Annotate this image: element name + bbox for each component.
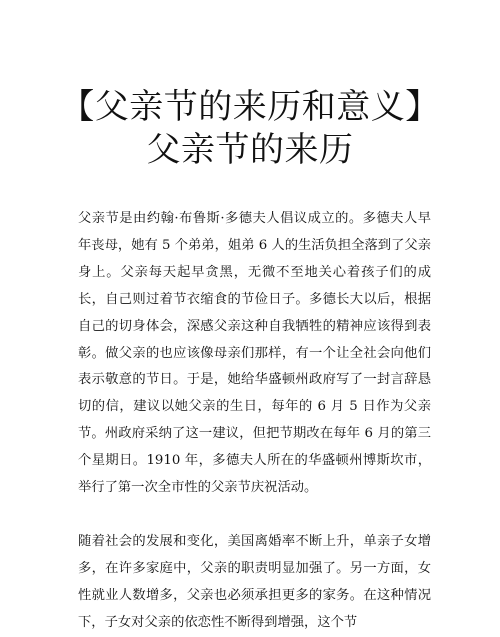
section-title: 父亲节的来历 — [146, 130, 354, 170]
document-body — [78, 206, 431, 637]
paragraph-2: 随着社会的发展和变化，美国离婚率不断上升，单亲子女增多，在许多家庭中，父亲的职责明显加强了。另一方面，女性就业人数增多，父亲也必须承担更多的家务。在这种情况下，子女对父亲的依恋性不断得到增强，这个节 — [78, 533, 431, 630]
document-title — [0, 86, 500, 172]
main-title: 【父亲节的来历和意义】 — [60, 87, 440, 127]
paragraph-1: 父亲节是由约翰·布鲁斯·多德夫人倡议成立的。多德夫人早年丧母，她有 5 个弟弟，姐弟 6 人的生活负担全落到了父亲身上。父亲每天起早贪黑，无微不至地关心着孩子们的成长，自己则过着节衣缩食的节俭日子。多德长大以后，根据自己的切身体会，深感父亲这种自我牺牲的精神应该得到表彰。做父亲的也应该像母亲们那样，有一个让全社会向他们表示敬意的节日。于是，她给华盛顿州政府写了一封言辞恳切的信，建议以她父亲的生日，每年的 6 月 5 日作为父亲节。州政府采纳了这一建议，但把节期改在每年 6 月的第三个星期日。1910 年，多德夫人所在的华盛顿州博斯坎市，举行了第一次全市性的父亲节庆祝活动。 — [78, 211, 431, 496]
